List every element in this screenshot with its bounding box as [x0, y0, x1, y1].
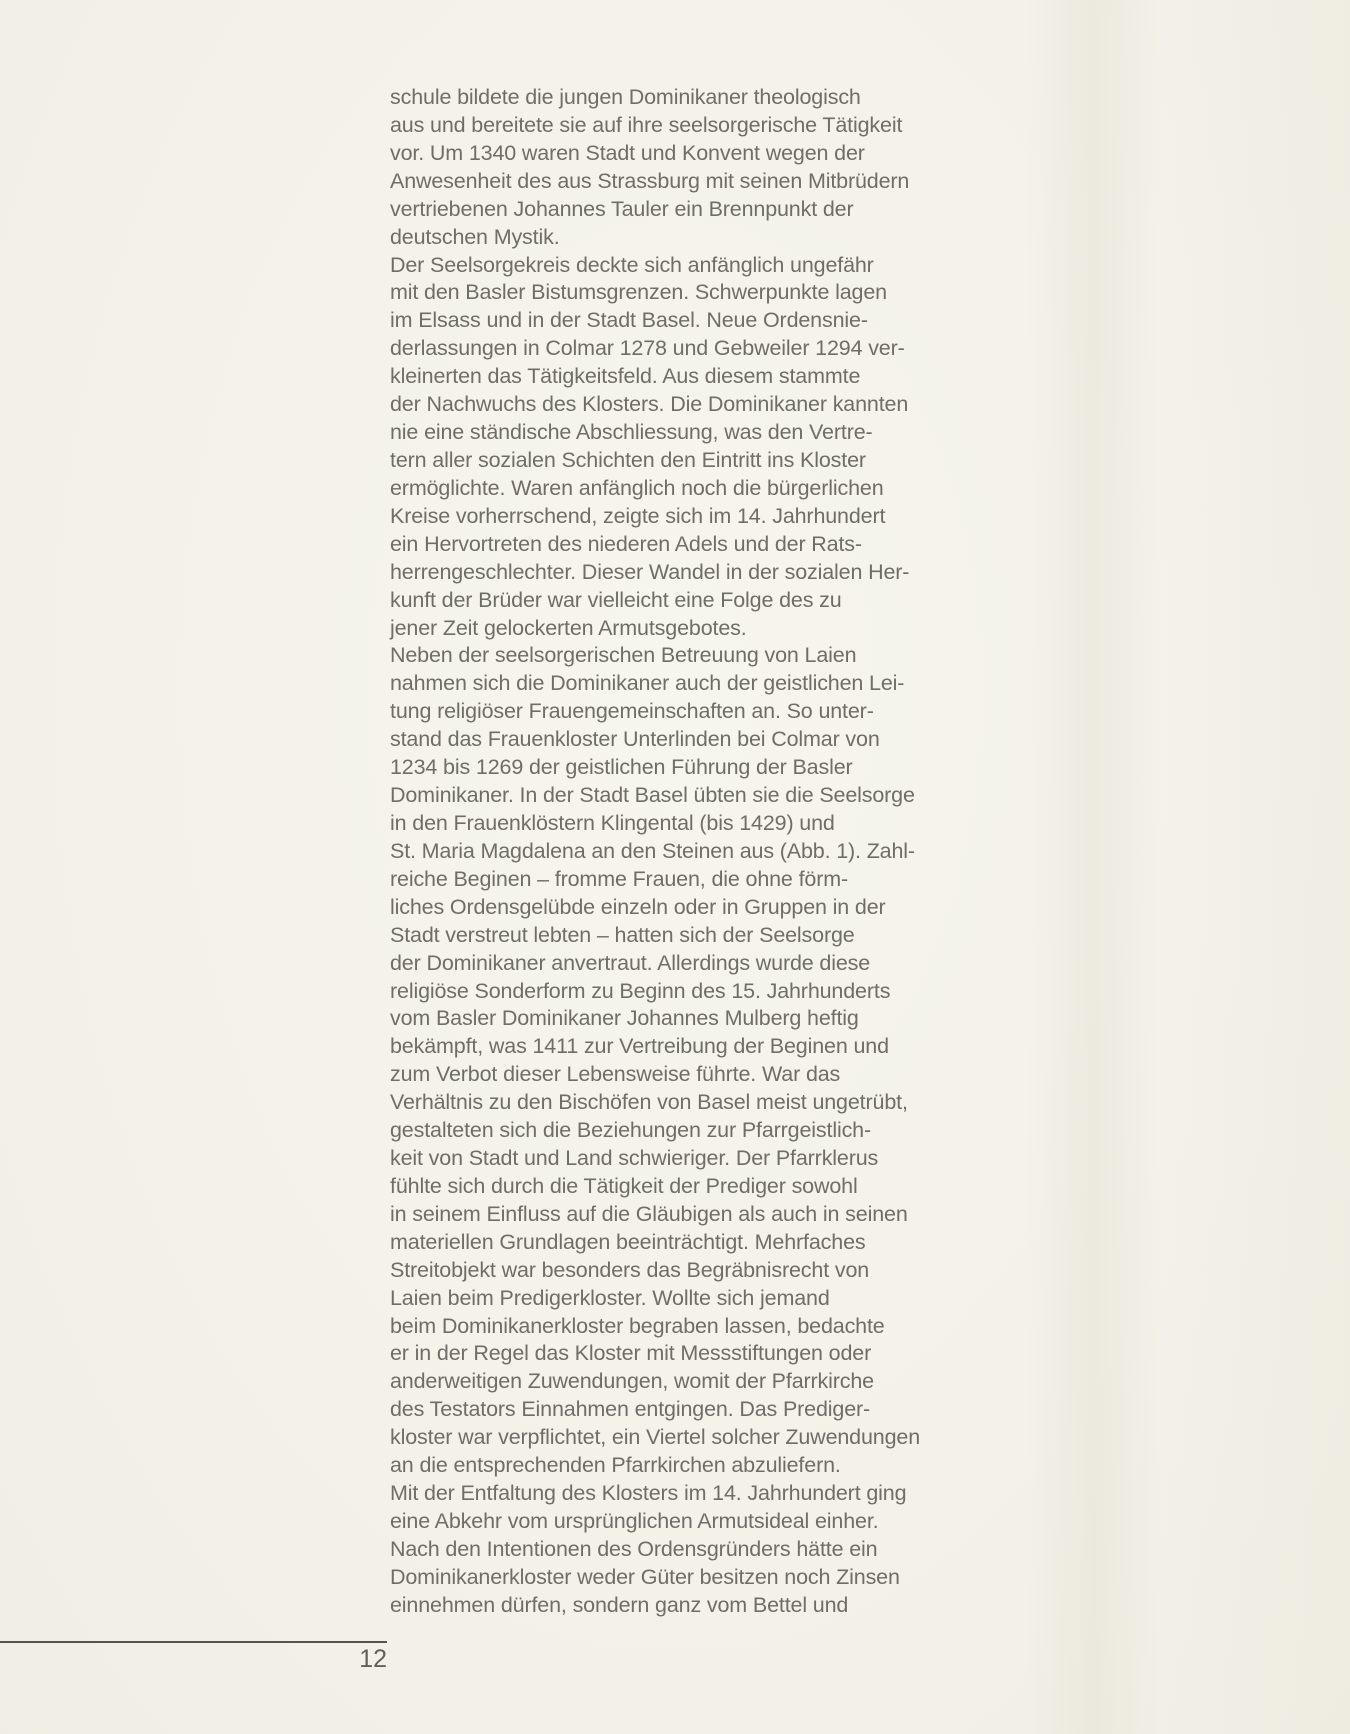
text-line: Anwesenheit des aus Strassburg mit seinen Mitbrüdern — [390, 168, 910, 193]
text-line: beim Dominikanerkloster begraben lassen, bedachte — [390, 1313, 885, 1338]
text-line: in seinem Einfluss auf die Gläubigen als auch in seinen — [390, 1201, 908, 1226]
text-line: im Elsass und in der Stadt Basel. Neue Ordensnie- — [390, 308, 868, 333]
text-line: 1234 bis 1269 der geistlichen Führung der Basler — [390, 755, 853, 780]
text-line: gestalteten sich die Beziehungen zur Pfarrgeistlich- — [390, 1118, 871, 1143]
text-line: kunft der Brüder war vielleicht eine Folge des zu — [390, 587, 842, 612]
text-line: St. Maria Magdalena an den Steinen aus (Abb. 1). Zahl- — [390, 838, 915, 863]
text-line: der Dominikaner anvertraut. Allerdings wurde diese — [390, 950, 871, 975]
text-line: Kreise vorherrschend, zeigte sich im 14. Jahrhundert — [390, 503, 886, 528]
text-line: Der Seelsorgekreis deckte sich anfänglich ungefähr — [390, 252, 874, 277]
text-line: aus und bereitete sie auf ihre seelsorgerische Tätigkeit — [390, 112, 903, 137]
text-line: reiche Beginen – fromme Frauen, die ohne förm- — [390, 866, 848, 891]
text-line: Laien beim Predigerkloster. Wollte sich jemand — [390, 1285, 830, 1310]
text-line: Neben der seelsorgerischen Betreuung von Laien — [390, 643, 857, 668]
text-line: ermöglichte. Waren anfänglich noch die bürgerlichen — [390, 475, 884, 500]
text-line: keit von Stadt und Land schwieriger. Der Pfarrklerus — [390, 1146, 879, 1171]
text-column — [390, 84, 1030, 1620]
text-line: kloster war verpflichtet, ein Viertel solcher Zuwendungen — [390, 1425, 921, 1450]
text-line: Streitobjekt war besonders das Begräbnisrecht von — [390, 1257, 870, 1282]
text-line: Mit der Entfaltung des Klosters im 14. Jahrhundert ging — [390, 1481, 907, 1506]
text-line: tung religiöser Frauengemeinschaften an. So unter- — [390, 699, 874, 724]
text-line: zum Verbot dieser Lebensweise führte. War das — [390, 1062, 841, 1087]
footer-rule — [0, 1641, 387, 1643]
text-line: ein Hervortreten des niederen Adels und der Rats- — [390, 531, 862, 556]
text-line: nie eine ständische Abschliessung, was den Vertre- — [390, 420, 873, 445]
text-line: in den Frauenklöstern Klingental (bis 1429) und — [390, 810, 835, 835]
text-line: kleinerten das Tätigkeitsfeld. Aus diesem stammte — [390, 364, 861, 389]
text-line: Stadt verstreut lebten – hatten sich der Seelsorge — [390, 922, 855, 947]
text-line: anderweitigen Zuwendungen, womit der Pfarrkirche — [390, 1369, 874, 1394]
text-line: mit den Basler Bistumsgrenzen. Schwerpunkte lagen — [390, 280, 887, 305]
text-line: nahmen sich die Dominikaner auch der geistlichen Lei- — [390, 671, 905, 696]
text-line: jener Zeit gelockerten Armutsgebotes. — [390, 615, 747, 640]
text-line: stand das Frauenkloster Unterlinden bei Colmar von — [390, 727, 880, 752]
text-line: der Nachwuchs des Klosters. Die Dominikaner kannten — [390, 392, 909, 417]
text-line: Nach den Intentionen des Ordensgründers hätte ein — [390, 1536, 878, 1561]
text-line: er in der Regel das Kloster mit Messstiftungen oder — [390, 1341, 872, 1366]
text-line: vor. Um 1340 waren Stadt und Konvent wegen der — [390, 140, 865, 165]
text-line: Dominikaner. In der Stadt Basel übten sie die Seelsorge — [390, 783, 915, 808]
text-line: schule bildete die jungen Dominikaner theologisch — [390, 85, 861, 109]
text-line: herrengeschlechter. Dieser Wandel in der sozialen Her- — [390, 559, 910, 584]
text-line: vertriebenen Johannes Tauler ein Brennpunkt der — [390, 196, 854, 221]
text-line: derlassungen in Colmar 1278 und Gebweiler 1294 ver- — [390, 336, 905, 361]
text-line: fühlte sich durch die Tätigkeit der Prediger sowohl — [390, 1173, 858, 1198]
text-line: materiellen Grundlagen beeinträchtigt. Mehrfaches — [390, 1229, 866, 1254]
text-line: einnehmen dürfen, sondern ganz vom Bettel und — [390, 1592, 849, 1617]
text-line: des Testators Einnahmen entgingen. Das Prediger- — [390, 1397, 871, 1422]
page-number: 12 — [359, 1645, 387, 1673]
text-line: eine Abkehr vom ursprünglichen Armutsideal einher. — [390, 1509, 879, 1534]
text-line: Dominikanerkloster weder Güter besitzen noch Zinsen — [390, 1564, 900, 1589]
text-line: bekämpft, was 1411 zur Vertreibung der Beginen und — [390, 1034, 889, 1059]
text-line: tern aller sozialen Schichten den Eintritt ins Kloster — [390, 447, 866, 472]
text-line: religiöse Sonderform zu Beginn des 15. Jahrhunderts — [390, 978, 891, 1003]
text-line: vom Basler Dominikaner Johannes Mulberg heftig — [390, 1006, 859, 1031]
text-line: Verhältnis zu den Bischöfen von Basel meist ungetrübt, — [390, 1090, 908, 1115]
text-line: deutschen Mystik. — [390, 224, 560, 249]
text-line: an die entsprechenden Pfarrkirchen abzuliefern. — [390, 1453, 841, 1478]
text-line: liches Ordensgelübde einzeln oder in Gruppen in der — [390, 894, 886, 919]
